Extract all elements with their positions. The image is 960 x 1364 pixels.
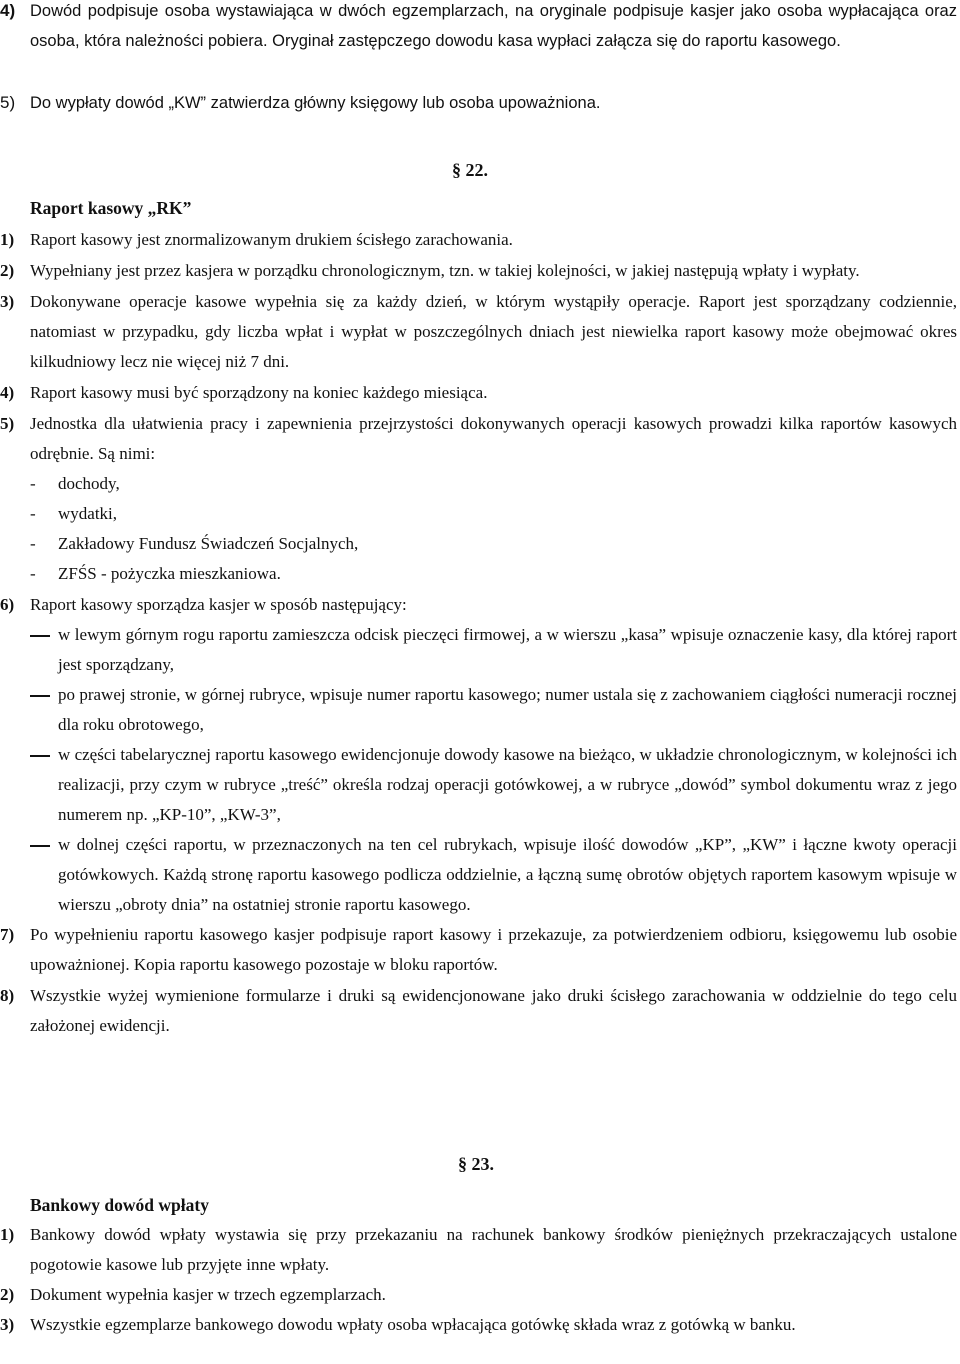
item-text: Jednostka dla ułatwienia pracy i zapewnienia przejrzystości dokonywanych operacji kasowych prowadzi kilka raportów kasowych odrębnie. Są nimi:	[30, 414, 957, 463]
section-symbol-22: § 22.	[452, 160, 488, 180]
bullet-item	[0, 740, 957, 830]
list-item	[0, 378, 957, 408]
list-item	[0, 1280, 957, 1310]
item-number: 2)	[0, 261, 15, 280]
item-number: 7)	[0, 925, 15, 944]
sub-item	[30, 499, 957, 529]
item-number: 1)	[0, 230, 15, 249]
item-number: 8)	[0, 986, 15, 1005]
dash: -	[30, 504, 36, 523]
bullet-text: w części tabelarycznej raportu kasowego ewidencjonuje dowody kasowe na bieżąco, w układzie chronologicznym, w kolejności ich realizacji, przy czym w rubryce „treść” określa rodzaj operacji gotówkowej, a w rubryce „dowód” symbol dokumentu wraz z jego numerem np. „KP-10”, „KW-3”,	[58, 745, 957, 824]
list-item	[0, 1220, 957, 1280]
dash-bullet	[0, 680, 58, 740]
bullet-item	[0, 620, 957, 680]
item-text: Wszystkie wyżej wymienione formularze i druki są ewidencjonowane jako druki ścisłego zarachowania w oddzielnie do tego celu założonej ewidencji.	[30, 986, 957, 1035]
item-number: 4)	[0, 1, 16, 20]
sub-item-text: dochody,	[58, 474, 120, 493]
list-item	[0, 981, 957, 1041]
dash-bullet	[0, 740, 58, 830]
list-item	[0, 287, 957, 377]
section-heading-22: Raport kasowy „RK”	[30, 198, 192, 218]
dash-bullet	[0, 830, 58, 920]
sub-item	[30, 469, 957, 499]
list-item	[0, 590, 957, 620]
bullet-item	[0, 830, 957, 920]
sub-item-text: wydatki,	[58, 504, 118, 523]
list-item	[0, 1310, 957, 1340]
item-number: 1)	[0, 1225, 15, 1244]
item-text: Dokonywane operacje kasowe wypełnia się za każdy dzień, w którym wystąpiły operacje. Raport jest sporządzany codziennie, natomiast w przypadku, gdy liczba wpłat i wypłat w poszczególnych dniach jest niewielka raport kasowy może obejmować okres kilkudniowy lecz nie więcej niż 7 dni.	[30, 292, 957, 371]
dash: -	[30, 534, 36, 553]
sub-item-text: Zakładowy Fundusz Świadczeń Socjalnych,	[58, 534, 359, 553]
dash-bullet	[0, 620, 58, 680]
item-number: 5)	[0, 93, 16, 112]
top-item-4	[0, 0, 957, 56]
item-text: Dokument wypełnia kasjer w trzech egzemplarzach.	[30, 1285, 386, 1304]
sub-list	[0, 469, 957, 589]
list-item	[0, 409, 957, 469]
top-item-5	[0, 88, 957, 118]
item-text: Wypełniany jest przez kasjera w porządku chronologicznym, tzn. w takiej kolejności, w jakiej następują wpłaty i wypłaty.	[30, 261, 860, 280]
item-text: Po wypełnieniu raportu kasowego kasjer podpisuje raport kasowy i przekazuje, za potwierdzeniem odbioru, księgowemu lub osobie upoważnionej. Kopia raportu kasowego pozostaje w bloku raportów.	[30, 925, 957, 974]
bullet-text: po prawej stronie, w górnej rubryce, wpisuje numer raportu kasowego; numer ustala się z zachowaniem ciągłości numeracji rocznej dla roku obrotowego,	[58, 685, 957, 734]
bullet-text: w dolnej części raportu, w przeznaczonych na ten cel rubrykach, wpisuje ilość dowodów „KP”, „KW” i łączne kwoty operacji gotówkowych. Każdą stronę raportu kasowego podlicza oddzielnie, a łączną sumę obrotów objętych raportem kasowym wpisuje w wierszu „obroty dnia” na ostatniej stronie raportu kasowego.	[58, 835, 957, 914]
sub-item-text: ZFŚS - pożyczka mieszkaniowa.	[58, 564, 281, 583]
sub-item	[30, 559, 957, 589]
item-number: 4)	[0, 383, 15, 402]
list-item	[0, 256, 957, 286]
sub-item	[30, 529, 957, 559]
item-number: 6)	[0, 595, 15, 614]
item-text: Raport kasowy sporządza kasjer w sposób następujący:	[30, 595, 407, 614]
sec22-items	[0, 225, 957, 1041]
item-text: Bankowy dowód wpłaty wystawia się przy przekazaniu na rachunek bankowy środków pieniężnych przekraczających ustalone pogotowie kasowe lub przyjęte inne wpłaty.	[30, 1225, 957, 1274]
list-item	[0, 920, 957, 980]
list-item	[0, 225, 957, 255]
item-text: Do wypłaty dowód „KW” zatwierdza główny księgowy lub osoba upoważniona.	[30, 94, 601, 112]
dash: -	[30, 474, 36, 493]
section-symbol-23: § 23.	[458, 1154, 494, 1174]
sec23-items	[0, 1220, 957, 1340]
item-text: Raport kasowy musi być sporządzony na koniec każdego miesiąca.	[30, 383, 488, 402]
bullet-text: w lewym górnym rogu raportu zamieszcza odcisk pieczęci firmowej, a w wierszu „kasa” wpisuje oznaczenie kasy, dla której raport jest sporządzany,	[58, 625, 957, 674]
item-number: 2)	[0, 1285, 15, 1304]
bullet-item	[0, 680, 957, 740]
dash: -	[30, 564, 36, 583]
item-text: Dowód podpisuje osoba wystawiająca w dwóch egzemplarzach, na oryginale podpisuje kasjer jako osoba wypłacająca oraz osoba, która należności pobiera. Oryginał zastępczego dowodu kasa wypłaci załącza się do raportu kasowego.	[30, 2, 957, 50]
item-number: 3)	[0, 292, 15, 311]
item-number: 5)	[0, 414, 15, 433]
item-text: Raport kasowy jest znormalizowanym drukiem ścisłego zarachowania.	[30, 230, 513, 249]
item-number: 3)	[0, 1315, 15, 1334]
item-text: Wszystkie egzemplarze bankowego dowodu wpłaty osoba wpłacająca gotówkę składa wraz z gotówką w banku.	[30, 1315, 796, 1334]
section-heading-23: Bankowy dowód wpłaty	[30, 1195, 209, 1215]
